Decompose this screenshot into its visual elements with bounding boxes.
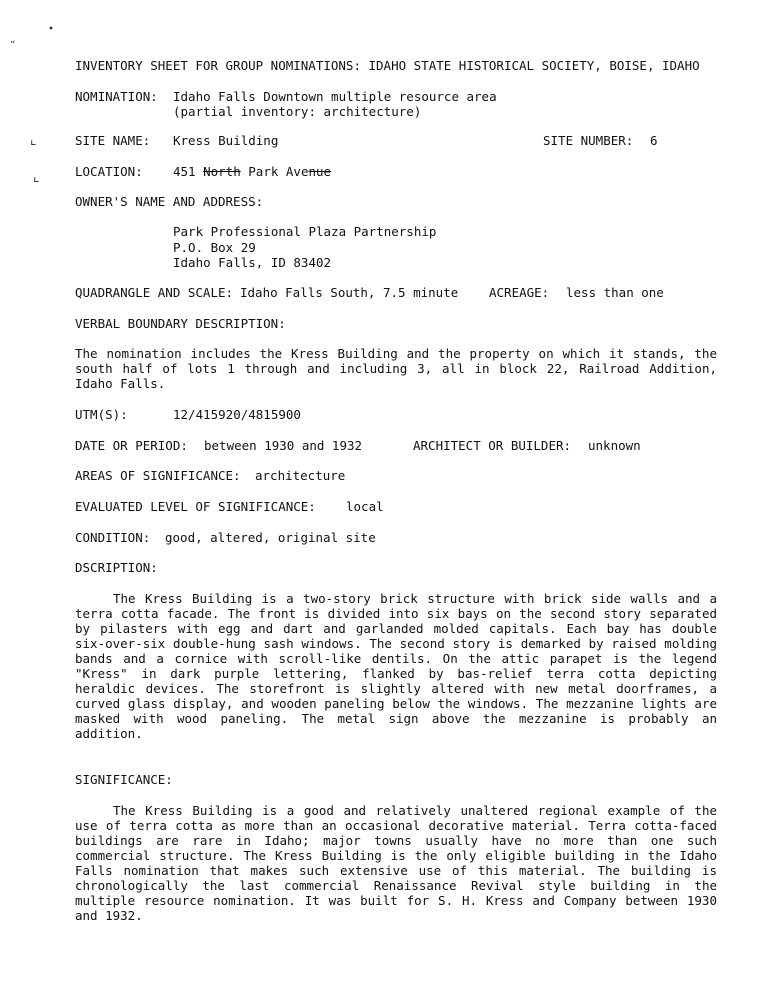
owner-line-2: P.O. Box 29	[173, 240, 256, 255]
location-prefix: 451	[173, 164, 204, 179]
description-text: The Kress Building is a two-story brick structure with brick side walls and a terra cotta facade. The front is divided into six bays on the second story separated by pilasters with egg and dart and garlanded molded capitals. Each bay has double six-over-six double-hung sash windows. The second story is demarked by raised molding bands and a cornice with scroll-like dentils. On the attic parapet is the legend "Kress" in dark purple lettering, flanked by bas-relief terra cotta depicting heraldic devices. The storefront is slightly altered with new metal doorframes, a curved glass display, and wooden paneling below the windows. The mezzanine lights are masked with wood paneling. The metal sign above the mezzanine is probably an addition.	[75, 591, 717, 741]
location-struck-suffix: nue	[308, 164, 332, 179]
architect-value: unknown	[588, 438, 641, 453]
utm-label: UTM(S):	[75, 407, 128, 422]
significance-label: SIGNIFICANCE:	[75, 772, 173, 787]
owner-line-1: Park Professional Plaza Partnership	[173, 224, 437, 239]
owner-line-3: Idaho Falls, ID 83402	[173, 255, 332, 270]
quadrangle-label: QUADRANGLE AND SCALE:	[75, 285, 234, 300]
site-name-value: Kress Building	[173, 133, 279, 148]
margin-tick-mark: “	[10, 40, 16, 51]
location-struck-word: North	[203, 164, 241, 179]
margin-check-mark: ⌞	[33, 169, 40, 185]
site-number-label: SITE NUMBER:	[543, 133, 634, 148]
nomination-label: NOMINATION:	[75, 89, 158, 104]
areas-value: architecture	[255, 468, 346, 483]
areas-label: AREAS OF SIGNIFICANCE:	[75, 468, 241, 483]
nomination-line-2: (partial inventory: architecture)	[173, 104, 422, 119]
significance-text: The Kress Building is a good and relatively unaltered regional example of the use of terra cotta as more than an occasional decorative material. Terra cotta-faced buildings are rare in Idaho; major towns usually have no more than one such commercial structure. The Kress Building is the only eligible building in the Idaho Falls nomination that makes such extensive use of this material. The building is chronologically the last commercial Renaissance Revival style building in the multiple resource nomination. It was built for S. H. Kress and Company between 1930 and 1932.	[75, 803, 717, 923]
condition-value: good, altered, original site	[165, 530, 376, 545]
date-label: DATE OR PERIOD:	[75, 438, 188, 453]
site-name-label: SITE NAME:	[75, 133, 151, 148]
date-value: between 1930 and 1932	[204, 438, 363, 453]
location-value	[173, 164, 331, 179]
location-label: LOCATION:	[75, 164, 143, 179]
boundary-text: The nomination includes the Kress Building and the property on which it stands, the south half of lots 1 through and including 3, all in block 22, Railroad Addition, Idaho Falls.	[75, 346, 717, 391]
level-value: local	[346, 499, 384, 514]
margin-check-mark: ⌞	[30, 132, 37, 148]
architect-label: ARCHITECT OR BUILDER:	[413, 438, 572, 453]
owner-label: OWNER'S NAME AND ADDRESS:	[75, 194, 264, 209]
condition-label: CONDITION:	[75, 530, 151, 545]
site-number-value: 6	[650, 133, 658, 148]
description-label: DSCRIPTION:	[75, 560, 158, 575]
quadrangle-value: Idaho Falls South, 7.5 minute	[240, 285, 459, 300]
margin-dot-mark: •	[48, 24, 54, 35]
document-header: INVENTORY SHEET FOR GROUP NOMINATIONS: IDAHO STATE HISTORICAL SOCIETY, BOISE, IDAHO	[75, 58, 700, 73]
nomination-line-1: Idaho Falls Downtown multiple resource area	[173, 89, 497, 104]
utm-value: 12/415920/4815900	[173, 407, 301, 422]
acreage-label: ACREAGE:	[489, 285, 550, 300]
level-label: EVALUATED LEVEL OF SIGNIFICANCE:	[75, 499, 316, 514]
boundary-label: VERBAL BOUNDARY DESCRIPTION:	[75, 316, 286, 331]
location-middle: Park Ave	[240, 164, 309, 179]
acreage-value: less than one	[566, 285, 664, 300]
